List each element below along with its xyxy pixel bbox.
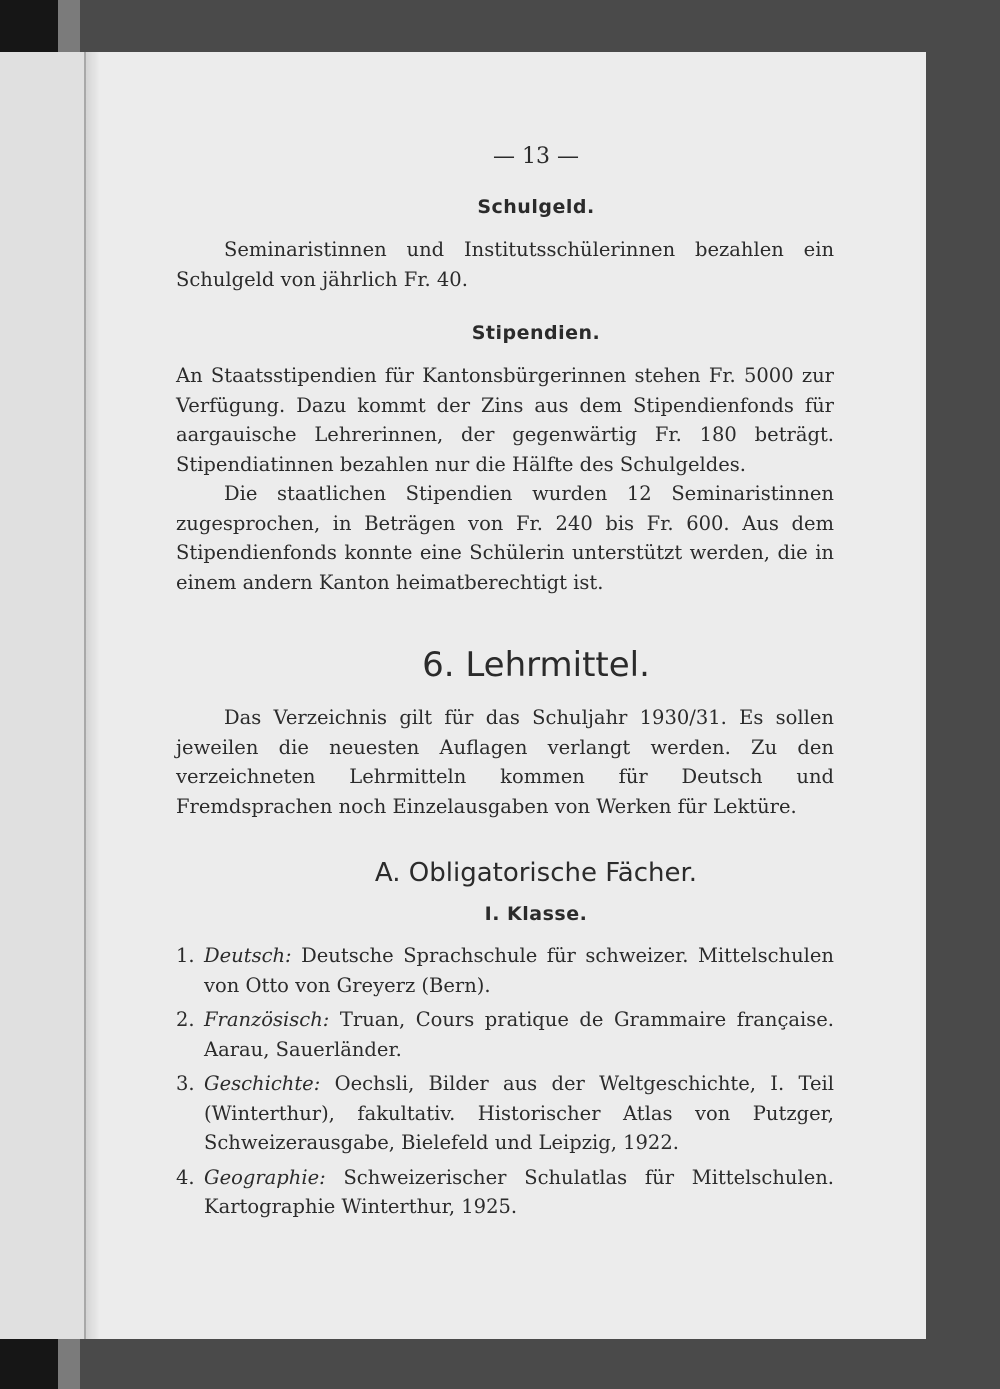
page-content <box>176 140 834 1222</box>
gutter-shadow <box>86 52 100 1339</box>
paragraph-lehrmittel: Das Verzeichnis gilt für das Schuljahr 1930/31. Es sollen jeweilen die neuesten Auflagen verlangt werden. Zu den verzeichneten Lehrmitteln kommen für Deutsch und Fremdsprachen noch Einzelausgaben von Werken für Lektüre. <box>176 706 834 818</box>
page-number: — 13 — <box>493 144 579 169</box>
paragraph-schulgeld: Seminaristinnen und Institutsschülerinnen bezahlen ein Schulgeld von jährlich Fr. 40. <box>176 238 834 291</box>
item-text: Truan, Cours pratique de Grammaire française. Aarau, Sauerländer. <box>204 1008 834 1061</box>
list-item <box>176 1069 834 1158</box>
item-subject: Geographie: <box>204 1165 326 1189</box>
item-number: 2. <box>176 1008 195 1031</box>
item-number: 1. <box>176 944 195 967</box>
lehrmittel-list <box>176 941 834 1222</box>
heading-obligatorische-faecher: A. Obligatorische Fächer. <box>374 858 698 888</box>
list-item <box>176 1163 834 1222</box>
item-text: Oechsli, Bilder aus der Weltgeschichte, I. Teil (Winterthur), fakultativ. Historischer Atlas von Putzger, Schweizerausgabe, Bielefeld und Leipzig, 1922. <box>204 1072 834 1154</box>
heading-lehrmittel: 6. Lehrmittel. <box>422 645 650 685</box>
item-subject: Deutsch: <box>204 944 292 967</box>
heading-klasse: I. Klasse. <box>484 903 588 925</box>
heading-schulgeld: Schulgeld. <box>477 196 595 218</box>
heading-stipendien: Stipendien. <box>471 322 601 344</box>
list-item <box>176 1005 834 1064</box>
item-number: 4. <box>176 1165 195 1189</box>
item-text: Deutsche Sprachschule für schweizer. Mittelschulen von Otto von Greyerz (Bern). <box>204 944 834 997</box>
list-item <box>176 941 834 1000</box>
facing-page-edge <box>0 52 86 1339</box>
item-text: Schweizerischer Schulatlas für Mittelschulen. Kartographie Winterthur, 1925. <box>204 1165 834 1218</box>
item-number: 3. <box>176 1072 195 1095</box>
item-subject: Französisch: <box>204 1008 330 1031</box>
paragraph-stipendien-1: An Staatsstipendien für Kantonsbürgerinnen stehen Fr. 5000 zur Verfügung. Dazu kommt der Zins aus dem Stipendienfonds für aargauische Lehrerinnen, der gegenwärtig Fr. 180 beträgt. Stipendiatinnen bezahlen nur die Hälfte des Schulgeldes. <box>176 364 834 476</box>
paragraph-stipendien-2: Die staatlichen Stipendien wurden 12 Seminaristinnen zugesprochen, in Beträgen von Fr. 240 bis Fr. 600. Aus dem Stipendienfonds konnte eine Schülerin unterstützt werden, die in einem andern Kanton heimatberechtigt ist. <box>176 482 834 594</box>
item-subject: Geschichte: <box>204 1072 321 1095</box>
